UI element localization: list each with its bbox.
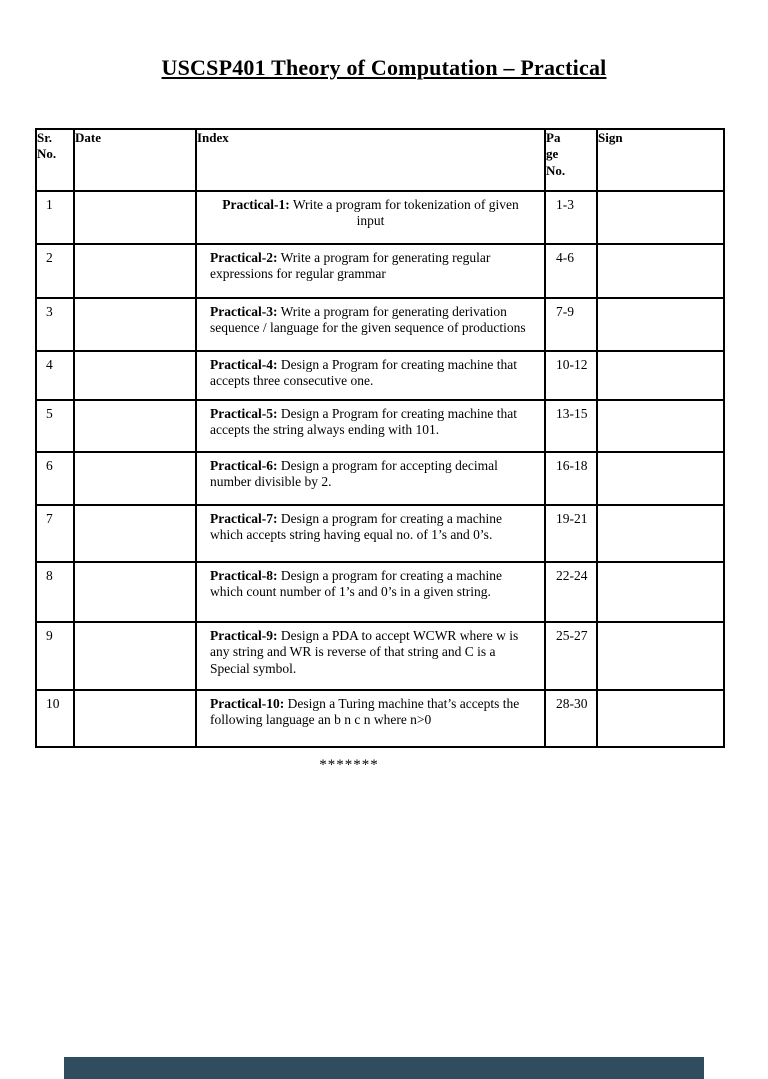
document-page (0, 55, 768, 1079)
index-cell (196, 191, 545, 244)
practical-label: Practical-2: (210, 250, 278, 265)
column-header-sr-no (36, 129, 74, 191)
date-cell (74, 298, 196, 351)
practical-desc: Design a Program for creating machine that accepts three consecutive one. (210, 357, 518, 389)
practical-desc: Design a program for creating a machine which accepts string having equal no. of 1’s and 0’s. (210, 511, 502, 543)
sr-no-cell: 6 (36, 452, 74, 505)
practical-desc: Design a PDA to accept WCWR where w is any string and WR is reverse of that string and C is a Special symbol. (210, 628, 519, 676)
index-cell (196, 562, 545, 622)
column-header-sign: Sign (597, 129, 724, 191)
sr-no-cell: 5 (36, 400, 74, 452)
page-no-cell: 25-27 (545, 622, 597, 690)
date-cell (74, 505, 196, 562)
sign-cell (597, 690, 724, 747)
sign-cell (597, 244, 724, 298)
table-row (36, 622, 724, 690)
column-header-date: Date (74, 129, 196, 191)
index-cell (196, 690, 545, 747)
page-no-cell: 28-30 (545, 690, 597, 747)
table-row (36, 452, 724, 505)
page-no-cell: 1-3 (545, 191, 597, 244)
table-row (36, 562, 724, 622)
index-cell (196, 244, 545, 298)
date-cell (74, 244, 196, 298)
index-table (35, 128, 725, 748)
column-header-index: Index (196, 129, 545, 191)
practical-label: Practical-4: (210, 357, 278, 372)
page-no-cell: 10-12 (545, 351, 597, 400)
sr-no-cell: 8 (36, 562, 74, 622)
sr-no-cell: 4 (36, 351, 74, 400)
table-row (36, 351, 724, 400)
practical-label: Practical-10: (210, 696, 285, 711)
next-page-edge (64, 1057, 704, 1079)
practical-label: Practical-5: (210, 406, 278, 421)
table-row (36, 690, 724, 747)
page-no-cell: 22-24 (545, 562, 597, 622)
practical-label: Practical-8: (210, 568, 278, 583)
footer-asterisks: ******* (319, 757, 379, 773)
table-row (36, 244, 724, 298)
practical-label: Practical-7: (210, 511, 278, 526)
date-cell (74, 562, 196, 622)
table-row (36, 400, 724, 452)
column-header-page-no (545, 129, 597, 191)
table-row (36, 505, 724, 562)
practical-label: Practical-1: (222, 197, 290, 212)
table-row (36, 298, 724, 351)
table-header-row (36, 129, 724, 191)
practical-desc: Write a program for generating regular expressions for regular grammar (210, 250, 491, 282)
practical-desc: Write a program for generating derivation sequence / language for the given sequence of productions (210, 304, 526, 336)
sr-no-cell: 7 (36, 505, 74, 562)
practical-desc: Design a Program for creating machine that accepts the string always ending with 101. (210, 406, 518, 438)
practical-label: Practical-9: (210, 628, 278, 643)
index-cell (196, 505, 545, 562)
date-cell (74, 622, 196, 690)
sign-cell (597, 505, 724, 562)
sr-no-cell: 9 (36, 622, 74, 690)
sr-no-cell: 1 (36, 191, 74, 244)
date-cell (74, 690, 196, 747)
sr-no-cell: 2 (36, 244, 74, 298)
page-no-cell: 13-15 (545, 400, 597, 452)
sign-cell (597, 298, 724, 351)
column-header-sr-no-label: Sr. No. (37, 130, 57, 162)
sign-cell (597, 351, 724, 400)
practical-label: Practical-6: (210, 458, 278, 473)
date-cell (74, 351, 196, 400)
page-no-cell: 4-6 (545, 244, 597, 298)
practical-label: Practical-3: (210, 304, 278, 319)
practical-desc: Design a program for accepting decimal number divisible by 2. (210, 458, 498, 490)
date-cell (74, 452, 196, 505)
page-title: USCSP401 Theory of Computation – Practical (161, 55, 607, 80)
date-cell (74, 400, 196, 452)
sr-no-cell: 3 (36, 298, 74, 351)
index-cell (196, 400, 545, 452)
sign-cell (597, 562, 724, 622)
date-cell (74, 191, 196, 244)
index-cell (196, 298, 545, 351)
index-cell (196, 452, 545, 505)
practical-desc: Write a program for tokenization of given input (289, 197, 519, 229)
column-header-page-no-label: Page No. (546, 130, 566, 178)
practical-desc: Design a program for creating a machine which count number of 1’s and 0’s in a given string. (210, 568, 502, 600)
sign-cell (597, 452, 724, 505)
sr-no-cell: 10 (36, 690, 74, 747)
table-row (36, 191, 724, 244)
sign-cell (597, 400, 724, 452)
index-cell (196, 351, 545, 400)
page-no-cell: 7-9 (545, 298, 597, 351)
page-no-cell: 19-21 (545, 505, 597, 562)
sign-cell (597, 622, 724, 690)
page-no-cell: 16-18 (545, 452, 597, 505)
sign-cell (597, 191, 724, 244)
practical-desc: Design a Turing machine that’s accepts the following language an b n c n where n>0 (210, 696, 520, 728)
index-cell (196, 622, 545, 690)
